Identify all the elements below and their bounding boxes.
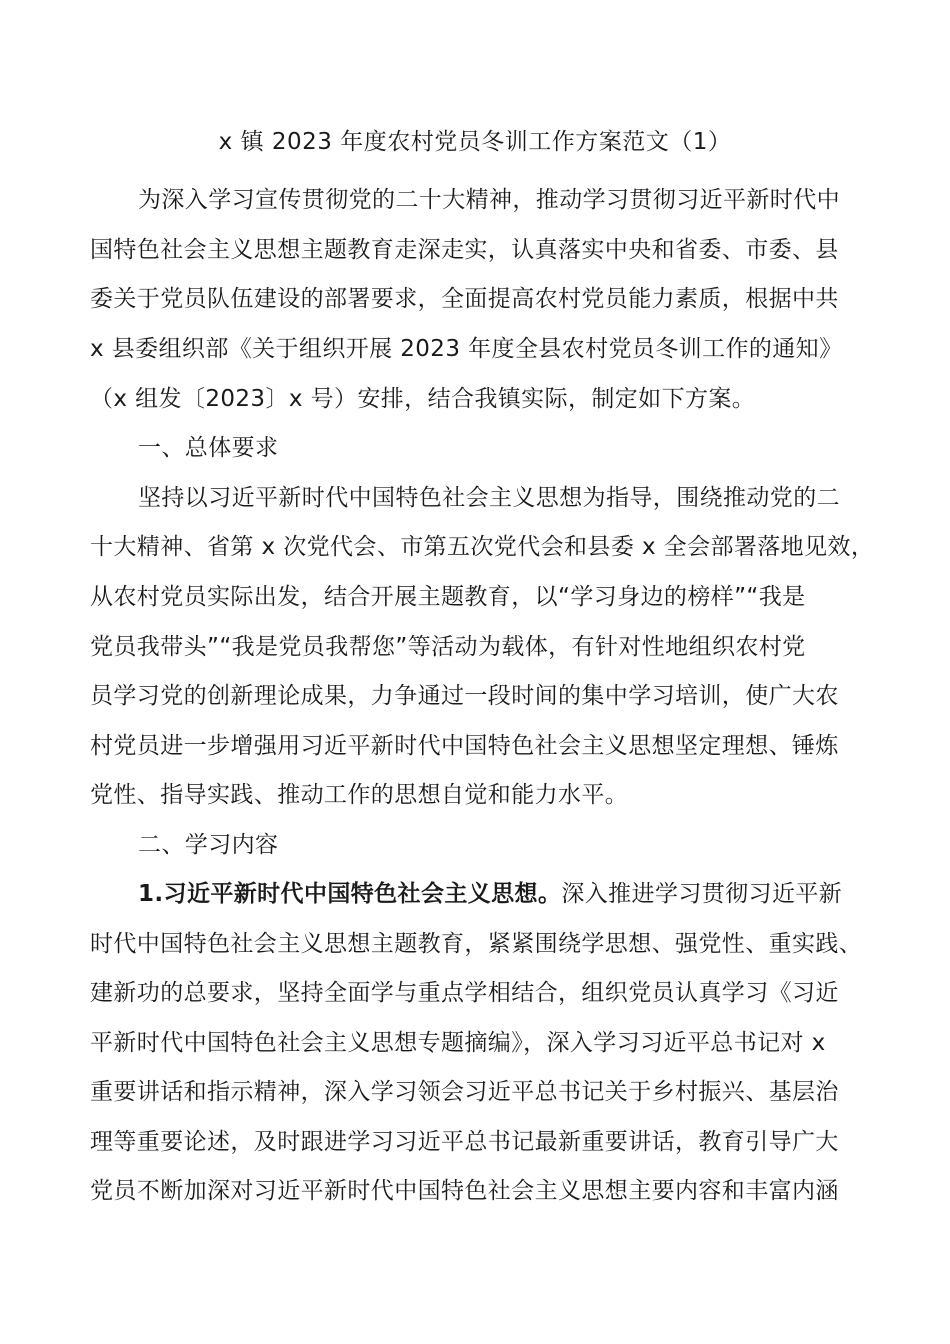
- paragraph-line: 党性、指导实践、推动工作的思想自觉和能力水平。: [90, 782, 629, 808]
- paragraph-line: （x 组发〔2023〕x 号）安排，结合我镇实际，制定如下方案。: [90, 386, 756, 412]
- paragraph-line: 国特色社会主义思想主题教育走深走实，认真落实中央和省委、市委、县: [90, 237, 839, 263]
- paragraph-text: 深入推进学习贯彻习近平新: [561, 881, 843, 907]
- paragraph-line: 为深入学习宣传贯彻党的二十大精神，推动学习贯彻习近平新时代中: [138, 187, 840, 213]
- paragraph-line: 时代中国特色社会主义思想主题教育，紧紧围绕学思想、强党性、重实践、: [90, 931, 863, 957]
- paragraph-line: x 县委组织部《关于组织开展 2023 年度全县农村党员冬训工作的通知》: [90, 336, 843, 362]
- paragraph-line: 委关于党员队伍建设的部署要求，全面提高农村党员能力素质，根据中共: [90, 286, 839, 312]
- bold-subheading: 1.习近平新时代中国特色社会主义思想。: [138, 881, 562, 907]
- paragraph-line: 十大精神、省第 x 次党代会、市第五次党代会和县委 x 全会部署落地见效，: [90, 534, 875, 560]
- paragraph-line-with-bold-lead: [138, 874, 870, 914]
- document-title: x 镇 2023 年度农村党员冬训工作方案范文（1）: [218, 129, 732, 155]
- section-heading: 二、学习内容: [138, 832, 279, 858]
- paragraph-line: 党员我带头”“我是党员我帮您”等活动为载体，有针对性地组织农村党: [90, 634, 806, 660]
- paragraph-line: 党员不断加深对习近平新时代中国特色社会主义思想主要内容和丰富内涵: [90, 1178, 839, 1204]
- paragraph-line: 建新功的总要求，坚持全面学与重点学相结合，组织党员认真学习《习近: [90, 980, 839, 1006]
- paragraph-line: 坚持以习近平新时代中国特色社会主义思想为指导，围绕推动党的二: [138, 485, 840, 511]
- paragraph-line: 平新时代中国特色社会主义思想专题摘编》，深入学习习近平总书记对 x: [90, 1030, 826, 1056]
- paragraph-line: 员学习党的创新理论成果，力争通过一段时间的集中学习培训，使广大农: [90, 683, 839, 709]
- section-heading: 一、总体要求: [138, 435, 279, 461]
- paragraph-line: 从农村党员实际出发，结合开展主题教育，以“学习身边的榜样”“我是: [90, 584, 806, 610]
- paragraph-line: 理等重要论述，及时跟进学习习近平总书记最新重要讲话，教育引导广大: [90, 1129, 839, 1155]
- paragraph-line: 村党员进一步增强用习近平新时代中国特色社会主义思想坚定理想、锤炼: [90, 733, 839, 759]
- paragraph-line: 重要讲话和指示精神，深入学习领会习近平总书记关于乡村振兴、基层治: [90, 1079, 839, 1105]
